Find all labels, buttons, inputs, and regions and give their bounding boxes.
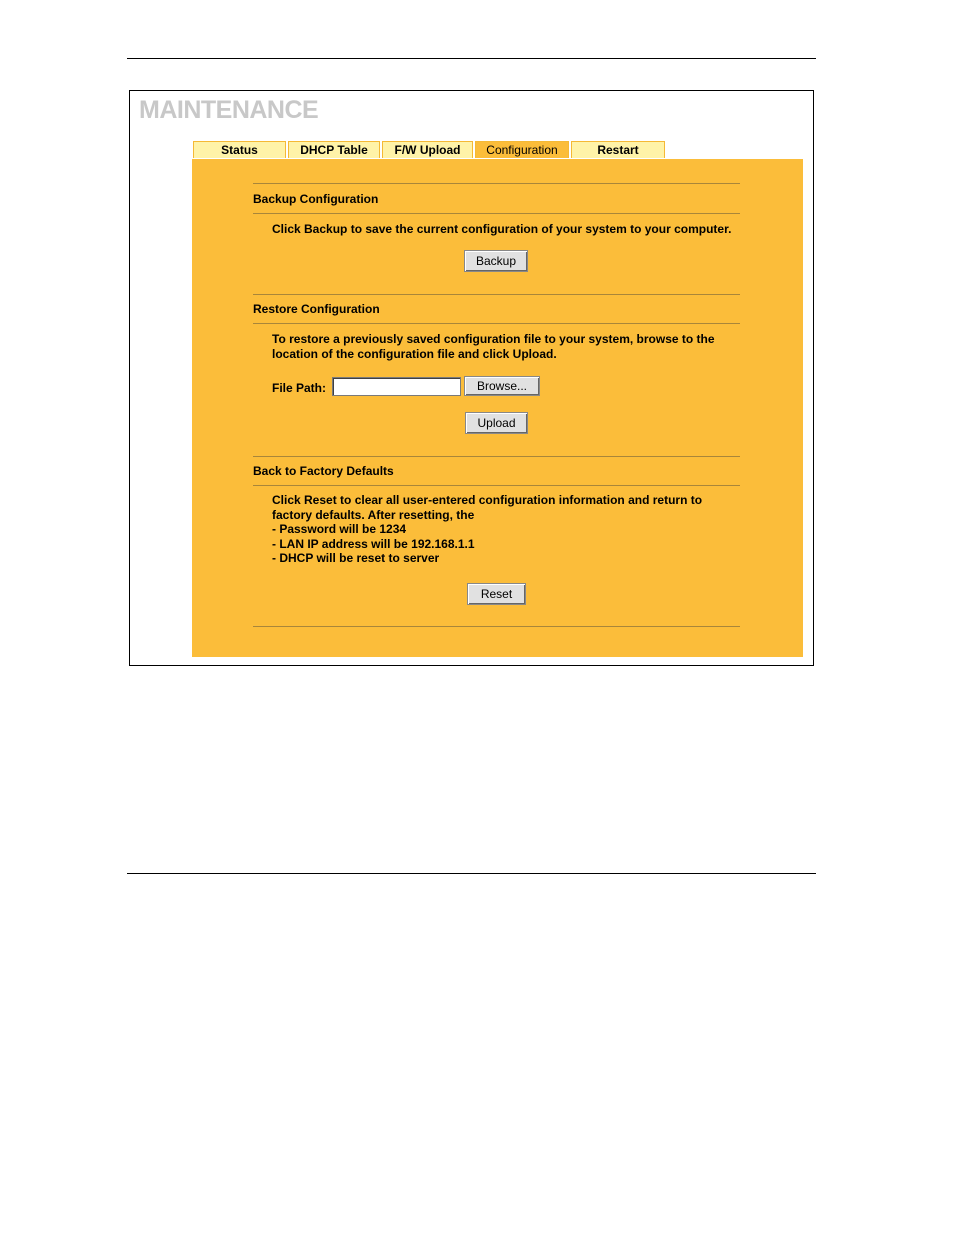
section-divider: [253, 456, 740, 457]
factory-description: Click Reset to clear all user-entered configuration information and return to factory defaults. After resetting, the - Password will be 1234 - LAN IP address will be 192.168.1.1 - DHCP will be reset to server: [272, 493, 703, 566]
browse-button[interactable]: Browse...: [464, 376, 540, 396]
section-divider: [253, 213, 740, 214]
file-path-input[interactable]: [332, 377, 461, 396]
tab-configuration[interactable]: Configuration: [475, 141, 569, 158]
tab-status[interactable]: Status: [193, 141, 286, 158]
section-divider: [253, 323, 740, 324]
maintenance-window: [129, 90, 814, 666]
reset-button[interactable]: Reset: [467, 583, 526, 605]
factory-section-title: Back to Factory Defaults: [253, 464, 394, 478]
tab-dhcp-table[interactable]: DHCP Table: [288, 141, 380, 158]
page-bottom-rule: [127, 873, 816, 874]
configuration-panel: [192, 159, 803, 657]
section-divider: [253, 294, 740, 295]
section-divider: [253, 183, 740, 184]
tab-bar: [193, 141, 667, 159]
tab-restart[interactable]: Restart: [571, 141, 665, 158]
restore-description: To restore a previously saved configuration file to your system, browse to the location of the configuration file and click Upload.: [272, 332, 715, 361]
backup-button[interactable]: Backup: [464, 250, 528, 272]
backup-description: Click Backup to save the current configuration of your system to your computer.: [272, 222, 732, 236]
backup-section-title: Backup Configuration: [253, 192, 379, 206]
page-top-rule: [127, 58, 816, 59]
tab-fw-upload[interactable]: F/W Upload: [382, 141, 473, 158]
page-title: MAINTENANCE: [139, 96, 319, 124]
upload-button[interactable]: Upload: [465, 412, 528, 434]
section-divider: [253, 626, 740, 627]
section-divider: [253, 485, 740, 486]
restore-section-title: Restore Configuration: [253, 302, 380, 316]
file-path-label: File Path:: [272, 381, 327, 395]
